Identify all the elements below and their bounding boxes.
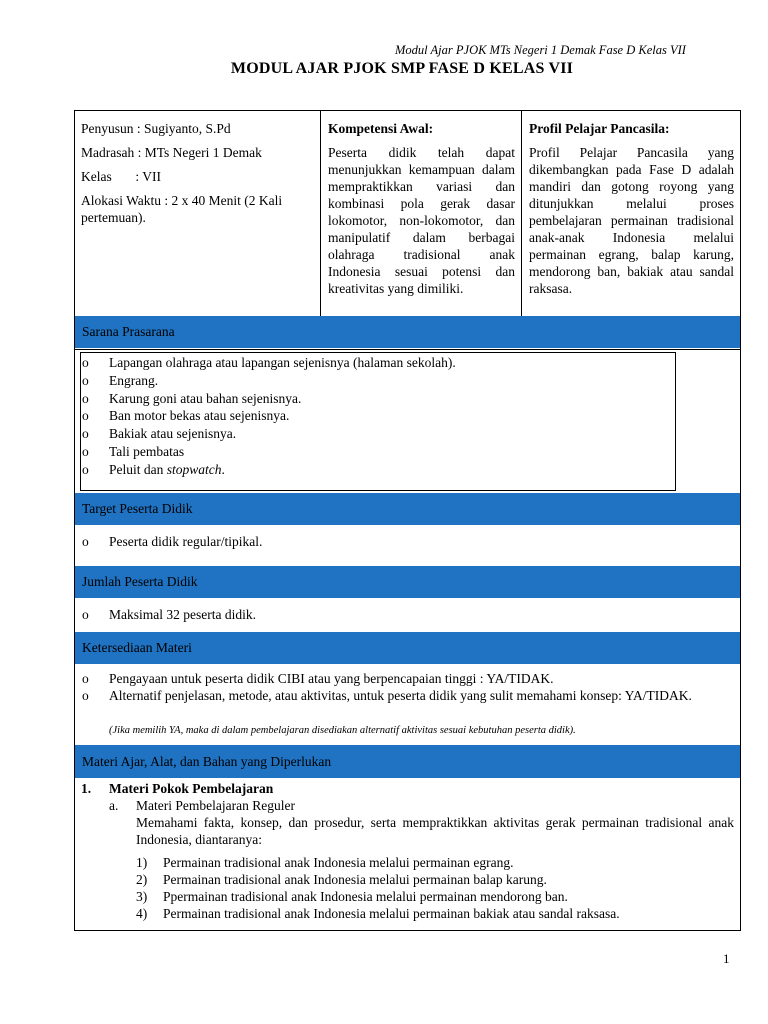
target-list bbox=[82, 533, 732, 551]
column-divider-2 bbox=[521, 111, 522, 316]
list-item bbox=[82, 670, 733, 687]
materi-item-text: Permainan tradisional anak Indonesia melalui permainan balap karung. bbox=[163, 872, 547, 887]
ketersediaan-item-1: Pengayaan untuk peserta didik CIBI atau yang berpencapaian tinggi : YA/TIDAK. bbox=[109, 671, 554, 686]
jumlah-band: Jumlah Peserta Didik bbox=[75, 566, 740, 598]
ketersediaan-band: Ketersediaan Materi bbox=[75, 632, 740, 664]
list-item bbox=[82, 606, 732, 624]
column-divider-1 bbox=[320, 111, 321, 316]
item-number: 1) bbox=[136, 855, 148, 870]
bullet-icon: o bbox=[82, 607, 89, 622]
list-item bbox=[82, 372, 672, 390]
materi-sub-heading: Materi Pembelajaran Reguler bbox=[136, 798, 295, 813]
list-item bbox=[82, 687, 733, 704]
sarana-item: Bakiak atau sejenisnya. bbox=[109, 426, 237, 442]
list-item bbox=[136, 905, 736, 922]
madrasah-text: Madrasah : MTs Negeri 1 Demak bbox=[81, 145, 262, 160]
penyusun-text: Penyusun : Sugiyanto, S.Pd bbox=[81, 121, 231, 136]
module-table bbox=[74, 110, 741, 931]
list-item bbox=[136, 854, 736, 871]
ketersediaan-list bbox=[82, 670, 733, 704]
row-divider bbox=[75, 349, 740, 350]
bullet-icon: o bbox=[82, 688, 89, 703]
list-item bbox=[82, 461, 672, 479]
kompetensi-heading: Kompetensi Awal: bbox=[328, 121, 434, 136]
materi-items bbox=[136, 854, 736, 922]
sarana-item-prefix: Peluit dan bbox=[109, 461, 167, 477]
profil-text: Profil Pelajar Pancasila yang dikembangkan pada Fase D adalah mandiri dan gotong royong yang ditunjukkan melalui proses pembelajaran permainan tradisional anak-anak Indonesia melalui permainan egrang, balap karung, mendorong ban, bakiak atau sandal raksasa. bbox=[529, 145, 734, 296]
item-number: 4) bbox=[136, 906, 148, 921]
bullet-icon: o bbox=[82, 408, 89, 424]
bullet-icon: o bbox=[82, 355, 89, 370]
list-item bbox=[82, 390, 672, 408]
bullet-icon: o bbox=[82, 372, 89, 388]
list-item bbox=[82, 443, 672, 461]
materi-item-text: Permainan tradisional anak Indonesia melalui permainan bakiak atau sandal raksasa. bbox=[163, 906, 620, 921]
ketersediaan-note: (Jika memilih YA, maka di dalam pembelajaran disediakan alternatif aktivitas sesuai kebutuhan peserta didik). bbox=[109, 725, 576, 736]
info-cell bbox=[81, 120, 315, 226]
kelas-text: Kelas : VII bbox=[81, 169, 161, 184]
materi-heading: Materi Pokok Pembelajaran bbox=[109, 781, 274, 796]
sarana-item: Karung goni atau bahan sejenisnya. bbox=[109, 390, 302, 406]
item-number: 3) bbox=[136, 889, 148, 904]
sarana-band: Sarana Prasarana bbox=[75, 316, 740, 348]
jumlah-item: Maksimal 32 peserta didik. bbox=[109, 607, 256, 622]
list-item bbox=[82, 354, 672, 372]
materi-band: Materi Ajar, Alat, dan Bahan yang Diperlukan bbox=[75, 745, 740, 778]
sarana-list bbox=[82, 354, 672, 479]
list-item bbox=[82, 533, 732, 551]
sarana-item-italic: stopwatch bbox=[166, 461, 222, 477]
kompetensi-text: Peserta didik telah dapat menunjukkan kemampuan dalam mempraktikkan variasi dan kombinasi pola gerak dasar lokomotor, non-lokomotor, dan manipulatif dalam berbagai olahraga tradisional anak Indonesia sesuai potensi dan kreativitas yang dimiliki. bbox=[328, 145, 515, 296]
bullet-icon: o bbox=[82, 390, 89, 406]
document-title: MODUL AJAR PJOK SMP FASE D KELAS VII bbox=[230, 60, 574, 77]
ketersediaan-item-2: Alternatif penjelasan, metode, atau aktivitas, untuk peserta didik yang sulit memahami konsep: YA/TIDAK. bbox=[109, 688, 692, 703]
sarana-item-suffix: . bbox=[221, 461, 225, 477]
item-number: 2) bbox=[136, 872, 148, 887]
list-item bbox=[82, 425, 672, 443]
list-item bbox=[136, 871, 736, 888]
running-header: Modul Ajar PJOK MTs Negeri 1 Demak Fase D Kelas VII bbox=[395, 43, 686, 57]
materi-item-text: Ppermainan tradisional anak Indonesia melalui permainan mendorong ban. bbox=[163, 889, 568, 904]
jumlah-list bbox=[82, 606, 732, 624]
target-band: Target Peserta Didik bbox=[75, 493, 740, 525]
materi-sub-letter: a. bbox=[109, 798, 119, 813]
kompetensi-cell bbox=[328, 120, 515, 297]
materi-item-text: Permainan tradisional anak Indonesia melalui permainan egrang. bbox=[163, 855, 514, 870]
sarana-item: Tali pembatas bbox=[109, 443, 185, 459]
page-number: 1 bbox=[723, 951, 730, 966]
sarana-item: Ban motor bekas atau sejenisnya. bbox=[109, 408, 290, 424]
list-item bbox=[136, 888, 736, 905]
profil-cell bbox=[529, 120, 734, 297]
bullet-icon: o bbox=[82, 443, 89, 459]
materi-sub-text: Memahami fakta, konsep, dan prosedur, serta mempraktikkan aktivitas gerak permainan tradisional anak Indonesia, diantaranya: bbox=[136, 815, 734, 847]
sarana-item: Engrang. bbox=[109, 372, 159, 388]
bullet-icon: o bbox=[82, 671, 89, 686]
sarana-item: Lapangan olahraga atau lapangan sejenisnya (halaman sekolah). bbox=[109, 355, 456, 370]
materi-number: 1. bbox=[81, 781, 92, 796]
bullet-icon: o bbox=[82, 426, 89, 442]
alokasi-text: Alokasi Waktu : 2 x 40 Menit (2 Kali pertemuan). bbox=[81, 193, 283, 225]
target-item: Peserta didik regular/tipikal. bbox=[109, 534, 263, 549]
bullet-icon: o bbox=[82, 534, 89, 549]
bullet-icon: o bbox=[82, 461, 89, 477]
list-item bbox=[82, 407, 672, 425]
profil-heading: Profil Pelajar Pancasila: bbox=[529, 121, 670, 136]
